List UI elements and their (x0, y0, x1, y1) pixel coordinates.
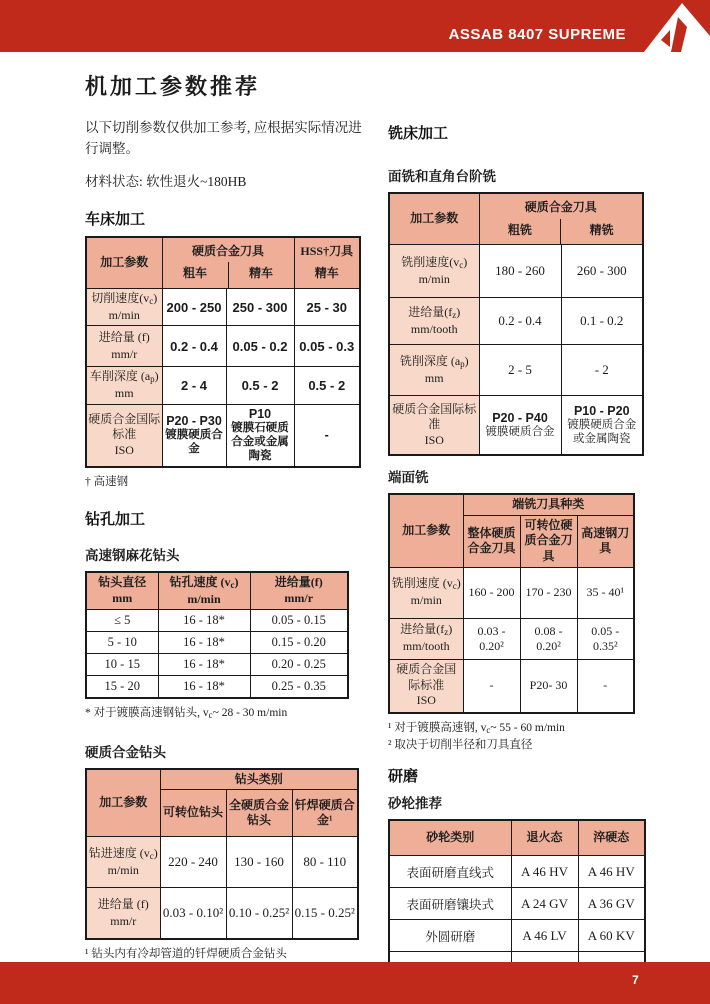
value-cell: 200 - 250 (162, 289, 226, 326)
subheading-end-milling: 端面铣 (388, 470, 429, 486)
table-header-row (86, 572, 348, 610)
value-cell: 0.03 - 0.10² (160, 888, 226, 940)
table-row (86, 610, 348, 632)
value-cell: 16 - 18* (158, 654, 250, 676)
header-bar (0, 0, 710, 52)
value-cell: A 36 GV (578, 888, 645, 920)
end-mill-type-group-header: 端铣刀具种类 (463, 494, 634, 515)
col-header-rough: 粗车 (183, 266, 208, 281)
value-cell: 35 - 40¹ (577, 567, 634, 618)
value-cell: 16 - 18* (158, 610, 250, 632)
carbide-tools-group-header: 硬质合金刀具 粗车 精车 (162, 237, 294, 289)
param-label: 进给量$(f_z)$ mm/tooth (389, 618, 463, 659)
col-header: 可转位钻头 (160, 790, 226, 837)
table-row-iso (86, 404, 360, 467)
value-cell: - 2 (561, 345, 643, 396)
col-header: 钎焊硬质合金¹ (292, 790, 358, 837)
section-drilling: 钻孔加工 (85, 510, 146, 528)
value-cell: 220 - 240 (160, 837, 226, 888)
value-cell: 0.03 - 0.20² (463, 618, 520, 659)
page-number: 7 (632, 973, 639, 987)
intro-text: 以下切削参数仅供加工参考, 应根据实际情况进行调整。 (85, 120, 362, 156)
subheading-wheel-recommendation: 砂轮推荐 (388, 796, 442, 812)
value-cell: 160 - 200 (463, 567, 520, 618)
material-state: 材料状态: 软性退火~180HB (85, 173, 247, 189)
value-cell: 0.15 - 0.20 (250, 632, 348, 654)
row-label: 表面研磨直线式 (389, 856, 511, 888)
table-row (86, 326, 360, 367)
corner-header: 加工参数 (389, 193, 479, 245)
table-row-iso (389, 396, 643, 456)
table-row (389, 618, 634, 659)
subheading-hss-drill: 高速钢麻花钻头 (85, 547, 180, 563)
value-cell: 260 - 300 (561, 245, 643, 298)
corner-header: 加工参数 (86, 237, 162, 289)
col-header: 钻孔速度 $(v_c)$ m/min (158, 572, 250, 610)
param-label: 钻进速度 $(v_c)$ m/min (86, 837, 160, 888)
table-header-row (389, 820, 645, 856)
section-milling: 铣床加工 (388, 125, 449, 142)
value-cell: 0.08 - 0.20² (520, 618, 577, 659)
table-row (389, 920, 645, 952)
carbide-drill-table (85, 768, 359, 941)
right-column (388, 116, 648, 1004)
corner-header: 加工参数 (389, 494, 463, 567)
value-cell: - (294, 404, 360, 467)
table-row (86, 888, 358, 940)
footer-bar (0, 962, 710, 1004)
param-label: 硬质合金国际标准 ISO (389, 659, 463, 713)
turning-table (85, 236, 361, 468)
table-header-row (86, 237, 360, 289)
value-cell: ≤ 5 (86, 610, 158, 632)
footnote: † 高速钢 (85, 475, 129, 488)
col-header-finish: 精车 (314, 266, 339, 281)
table-row (86, 289, 360, 326)
col-header: 整体硬质合金刀具 (463, 515, 520, 567)
col-header: 可转位硬质合金刀具 (520, 515, 577, 567)
table-row (86, 632, 348, 654)
col-header: 进给量(f) mm/r (250, 572, 348, 610)
value-cell: 0.10 - 0.25² (226, 888, 292, 940)
table-row (389, 659, 634, 713)
param-label: 铣削速度 $(v_c)$ m/min (389, 567, 463, 618)
value-cell: 16 - 18* (158, 632, 250, 654)
value-cell: 0.25 - 0.35 (250, 676, 348, 699)
value-cell: 80 - 110 (292, 837, 358, 888)
param-label: 硬质合金国际标准 ISO (86, 404, 162, 467)
table-row (389, 245, 643, 298)
hss-tools-group-header: HSS†刀具 精车 (294, 237, 360, 289)
value-cell: 250 - 300 (226, 289, 294, 326)
col-header-finish: 精车 (228, 262, 294, 288)
value-cell: A 46 HV (511, 856, 578, 888)
product-title: ASSAB 8407 SUPREME (448, 26, 626, 43)
table-row (86, 367, 360, 404)
value-cell: 0.2 - 0.4 (162, 326, 226, 367)
col-header: 高速钢刀具 (577, 515, 634, 567)
assab-logo (630, 0, 710, 52)
value-cell: 0.5 - 2 (294, 367, 360, 404)
table-row (86, 654, 348, 676)
footnote: * 对于镀膜高速钢钻头, $v_c\sim$ 28 - 30 m/min (85, 707, 288, 721)
value-cell: 0.20 - 0.25 (250, 654, 348, 676)
value-cell: P20 - P40 镀膜硬质合金 (479, 396, 561, 456)
value-cell: 0.2 - 0.4 (479, 298, 561, 345)
param-label: 进给量 (f) mm/r (86, 326, 162, 367)
value-cell: 0.1 - 0.2 (561, 298, 643, 345)
param-label: 铣削速度$(v_c)$ m/min (389, 245, 479, 298)
page-title: 机加工参数推荐 (85, 74, 261, 99)
drill-type-group-header: 钻头类别 (160, 769, 358, 790)
value-cell: - (577, 659, 634, 713)
value-cell: A 46 HV (578, 856, 645, 888)
value-cell: 0.05 - 0.3 (294, 326, 360, 367)
param-label: 车削深度 $(a_p)$ mm (86, 367, 162, 404)
col-header-finish: 精铣 (560, 219, 642, 245)
value-cell: 180 - 260 (479, 245, 561, 298)
table-row (389, 888, 645, 920)
table-row (86, 837, 358, 888)
face-milling-table (388, 192, 644, 456)
value-cell: 130 - 160 (226, 837, 292, 888)
param-label: 进给量 (f) mm/r (86, 888, 160, 940)
section-grinding: 研磨 (388, 768, 419, 786)
col-header: 钻头直径 mm (86, 572, 158, 610)
value-cell: P20 - P30 镀膜硬质合金 (162, 404, 226, 467)
value-cell: 10 - 15 (86, 654, 158, 676)
subheading-carbide-drill: 硬质合金钻头 (85, 744, 166, 760)
value-cell: A 60 KV (578, 920, 645, 952)
col-header: 淬硬态 (578, 820, 645, 856)
value-cell: P10 镀膜石硬质合金或金属陶瓷 (226, 404, 294, 467)
table-header-row (389, 494, 634, 515)
value-cell: 5 - 10 (86, 632, 158, 654)
value-cell: - (463, 659, 520, 713)
value-cell: 25 - 30 (294, 289, 360, 326)
value-cell: P20- 30 (520, 659, 577, 713)
col-header: 全硬质合金钻头 (226, 790, 292, 837)
end-milling-table (388, 493, 635, 713)
footnote: ² 取决于切削半径和刀具直径 (388, 739, 533, 752)
value-cell: 2 - 5 (479, 345, 561, 396)
param-label: 进给量$(f_z)$ mm/tooth (389, 298, 479, 345)
value-cell: 15 - 20 (86, 676, 158, 699)
col-header: 退火态 (511, 820, 578, 856)
value-cell: 0.05 - 0.15 (250, 610, 348, 632)
table-row (389, 567, 634, 618)
hss-drill-table (85, 571, 349, 699)
corner-header: 加工参数 (86, 769, 160, 837)
left-column (85, 118, 362, 979)
value-cell: 0.05 - 0.2 (226, 326, 294, 367)
table-row (389, 856, 645, 888)
value-cell: 0.05 - 0.35² (577, 618, 634, 659)
row-label: 外圆研磨 (389, 920, 511, 952)
value-cell: 16 - 18* (158, 676, 250, 699)
section-turning: 车床加工 (85, 210, 146, 228)
col-header-rough: 粗铣 (507, 222, 532, 237)
subheading-face-milling: 面铣和直角台阶铣 (388, 169, 496, 184)
value-cell: P10 - P20 镀膜硬质合金或金属陶瓷 (561, 396, 643, 456)
table-row (86, 676, 348, 699)
footnote: ¹ 对于镀膜高速钢, $v_c\sim$ 55 - 60 m/min (388, 721, 565, 735)
table-row (389, 345, 643, 396)
param-label: 硬质合金国际标准 ISO (389, 396, 479, 456)
col-header: 砂轮类别 (389, 820, 511, 856)
param-label: 铣削深度 $(a_p)$ mm (389, 345, 479, 396)
carbide-tools-group-header: 硬质合金刀具 粗铣 精铣 (479, 193, 643, 245)
value-cell: A 46 LV (511, 920, 578, 952)
value-cell: 2 - 4 (162, 367, 226, 404)
param-label: 切削速度$(v_c)$ m/min (86, 289, 162, 326)
value-cell: 170 - 230 (520, 567, 577, 618)
table-row (389, 298, 643, 345)
value-cell: 0.5 - 2 (226, 367, 294, 404)
footnote: ¹ 钻头内有冷却管道的钎焊硬质合金钻头 (85, 948, 287, 961)
table-header-row (86, 769, 358, 790)
value-cell: 0.15 - 0.25² (292, 888, 358, 940)
value-cell: A 24 GV (511, 888, 578, 920)
row-label: 表面研磨镶块式 (389, 888, 511, 920)
table-header-row (389, 193, 643, 245)
